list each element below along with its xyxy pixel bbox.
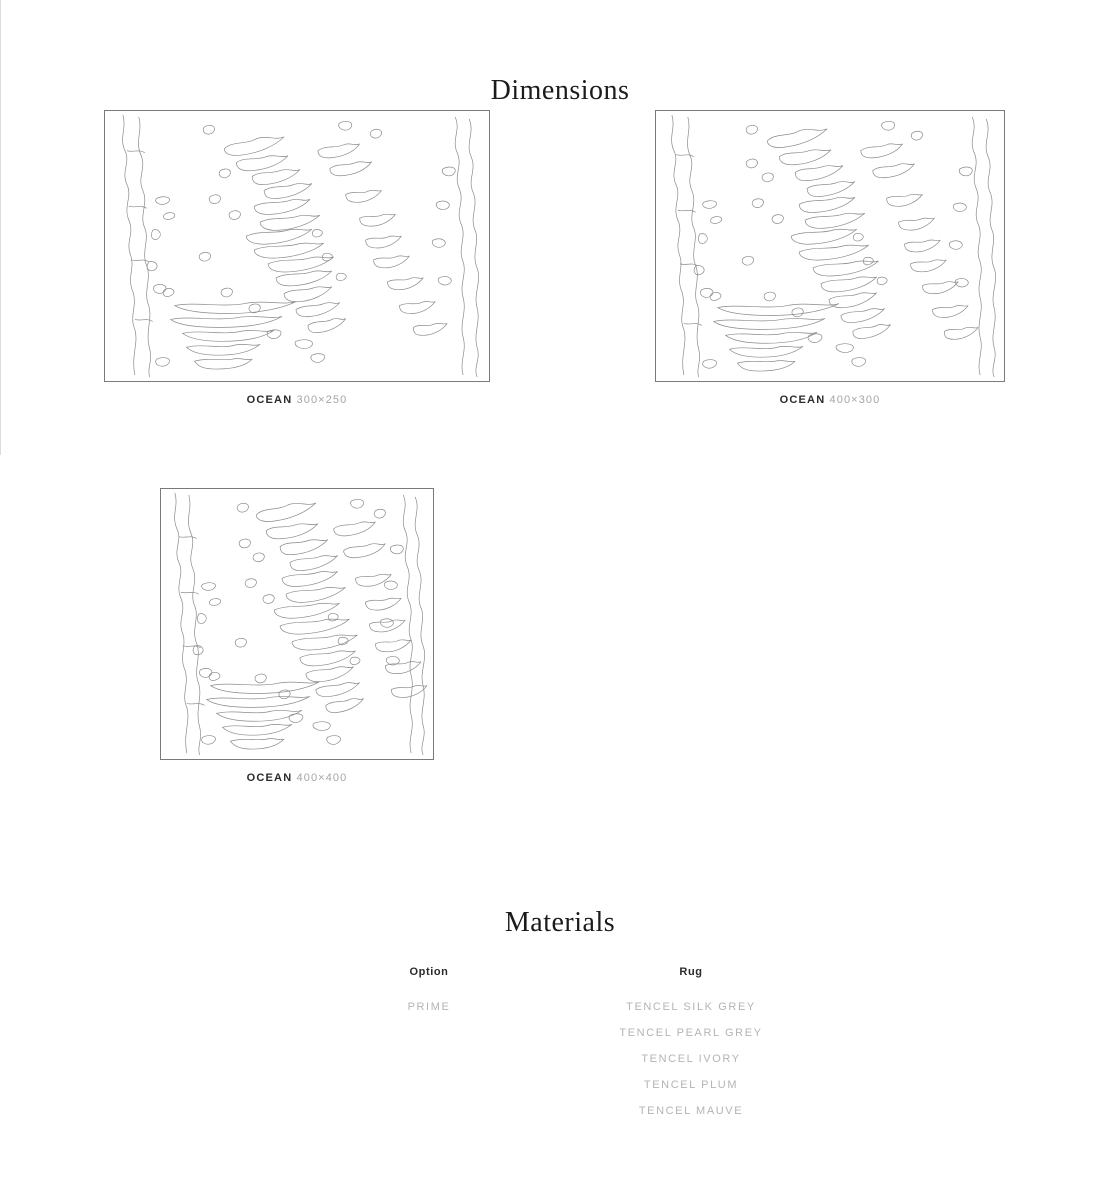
materials-table <box>0 966 1120 1124</box>
rug-material-item[interactable]: TENCEL SILK GREY <box>626 1001 756 1013</box>
rug-material-item[interactable]: TENCEL PEARL GREY <box>619 1027 763 1039</box>
materials-column-rug <box>560 966 822 1124</box>
rug-pattern-preview <box>104 110 490 382</box>
rug-size: 400×400 <box>296 772 348 784</box>
rug-name: OCEAN <box>246 394 293 406</box>
rug-caption <box>655 394 1005 406</box>
rug-name: OCEAN <box>779 394 826 406</box>
column-header-option: Option <box>409 966 449 978</box>
rug-material-item[interactable]: TENCEL IVORY <box>641 1053 741 1065</box>
rug-material-item[interactable]: TENCEL PLUM <box>643 1079 739 1091</box>
left-edge-rule <box>0 0 1 455</box>
materials-section-title: Materials <box>504 907 616 939</box>
dimensions-section-title: Dimensions <box>490 75 630 107</box>
rug-variant-card[interactable] <box>104 110 490 406</box>
materials-column-option <box>298 966 560 1124</box>
column-header-rug: Rug <box>679 966 703 978</box>
option-item[interactable]: PRIME <box>407 1001 451 1013</box>
rug-size: 400×300 <box>829 394 881 406</box>
rug-caption <box>104 394 490 406</box>
rug-size: 300×250 <box>296 394 348 406</box>
rug-caption <box>160 772 434 784</box>
rug-name: OCEAN <box>246 772 293 784</box>
rug-pattern-preview <box>160 488 434 760</box>
rug-variant-card[interactable] <box>655 110 1005 406</box>
rug-variant-card[interactable] <box>160 488 434 784</box>
rug-material-item[interactable]: TENCEL MAUVE <box>638 1105 744 1117</box>
rug-pattern-preview <box>655 110 1005 382</box>
